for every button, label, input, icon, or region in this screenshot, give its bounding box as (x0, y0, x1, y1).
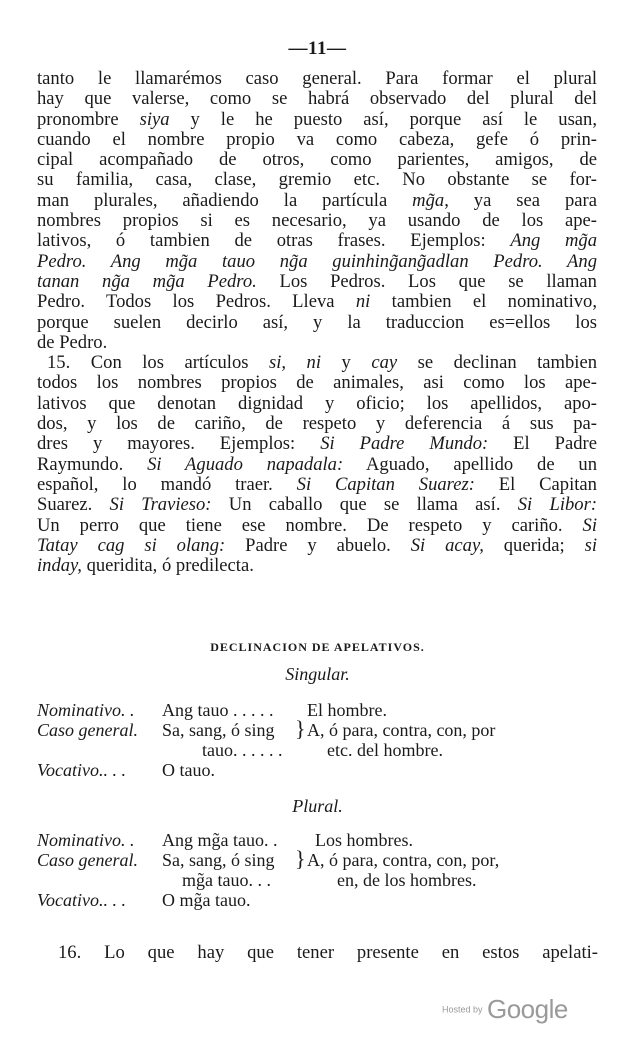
text-line: hay que valerse, como se habrá observado del plural del (37, 88, 597, 110)
singular-declension-table (37, 700, 607, 780)
singular-caso-general-row-cont (37, 740, 607, 760)
case-label: Caso general. (37, 720, 138, 740)
text-line: cipal acompañado de otros, como parientes, amigos, de (37, 149, 597, 171)
text-line: man plurales, añadiendo la partícula mg̃a, ya sea para (37, 189, 597, 211)
text-line: 15. Con los artículos si, ni y cay se declinan tambien (47, 352, 598, 374)
text-line: tanan ng̃a mg̃a Pedro. Los Pedros. Los que se llaman (37, 270, 597, 292)
plural-caso-general-row (37, 846, 607, 871)
text-line: Un perro que tiene ese nombre. De respeto y cariño. Si (37, 514, 597, 536)
text-line: todos los nombres propios de animales, asi como los ape- (37, 372, 597, 394)
case-label: Nominativo. . (37, 830, 135, 850)
hosted-by-google-watermark (442, 994, 568, 1025)
case-form: O mg̃a tauo. (162, 890, 251, 910)
plural-title: Plural. (292, 796, 343, 816)
watermark-prefix: Hosted by (442, 1004, 483, 1015)
singular-vocativo-row (37, 760, 607, 780)
singular-nominativo-row (37, 700, 607, 720)
section-heading: DECLINACION DE APELATIVOS. (210, 640, 425, 654)
case-meaning: etc. del hombre. (327, 740, 443, 760)
text-line: pronombre siya y le he puesto así, porque así le usan, (37, 108, 597, 130)
case-form: Ang mg̃a tauo. . (162, 830, 278, 850)
case-meaning: en, de los hombres. (337, 870, 477, 890)
text-line: Tatay cag si olang: Padre y abuelo. Si acay, querida; si (37, 534, 598, 556)
plural-declension-table (37, 830, 607, 910)
case-form: O tauo. (162, 760, 215, 780)
case-meaning: El hombre. (307, 700, 387, 720)
text-line: su familia, casa, clase, gremio etc. No obstante se for- (37, 169, 597, 191)
text-line: inday, queridita, ó predilecta. (37, 555, 254, 577)
case-label: Vocativo.. . . (37, 890, 126, 910)
case-label: Nominativo. . (37, 700, 135, 720)
case-form: Sa, sang, ó sing (162, 720, 275, 740)
case-meaning: A, ó para, contra, con, por (307, 720, 496, 740)
body-text (37, 69, 597, 576)
brace-glyph: } (295, 846, 306, 871)
text-line: tanto le llamarémos caso general. Para formar el plural (37, 68, 597, 89)
case-meaning: A, ó para, contra, con, por, (307, 850, 500, 870)
case-meaning: Los hombres. (315, 830, 413, 850)
case-label: Vocativo.. . . (37, 760, 126, 780)
text-line: Pedro. Ang mg̃a tauo ng̃a guinhing̃ang̃adlan Pedro. Ang (37, 250, 597, 272)
singular-caso-general-row (37, 716, 607, 741)
text-line: nombres propios si es necesario, ya usando de los ape- (37, 210, 597, 232)
case-form: tauo. . . . . . (202, 740, 283, 760)
case-form: Sa, sang, ó sing (162, 850, 275, 870)
case-label: Caso general. (37, 850, 138, 870)
text-line: lativos, ó tambien de otras frases. Ejemplos: Ang mg̃a (37, 230, 598, 252)
plural-caso-general-row-cont (37, 870, 607, 890)
singular-title: Singular. (285, 664, 350, 684)
text-line: Suarez. Si Travieso: Un caballo que se llama así. Si Libor: (37, 494, 598, 516)
text-line: cuando el nombre propio va como cabeza, gefe ó prin- (37, 128, 597, 150)
google-logo: Google (486, 994, 568, 1024)
case-form: Ang tauo . . . . . (162, 700, 274, 720)
brace-glyph: } (295, 716, 306, 741)
text-line: de Pedro. (37, 331, 108, 353)
text-line: porque suelen decirlo así, y la traduccion es=ellos los (37, 311, 597, 333)
paragraph-1 (37, 69, 597, 353)
paragraph-15 (37, 353, 597, 576)
plural-vocativo-row (37, 890, 607, 910)
plural-nominativo-row (37, 830, 607, 850)
text-line: español, lo mandó traer. Si Capitan Suarez: El Capitan (37, 473, 597, 495)
paragraph-16-start: 16. Lo que hay que tener presente en estos apelati- (58, 942, 598, 963)
case-form: mg̃a tauo. . . (182, 870, 271, 890)
text-line: dos, y los de cariño, de respeto y deferencia á sus pa- (37, 413, 597, 435)
text-line: Pedro. Todos los Pedros. Lleva ni tambien el nominativo, (37, 291, 597, 313)
text-line: dres y mayores. Ejemplos: Si Padre Mundo: El Padre (37, 433, 597, 455)
text-line: Raymundo. Si Aguado napadala: Aguado, apellido de un (37, 453, 598, 475)
text-line: lativos que denotan dignidad y oficio; los apellidos, apo- (37, 392, 597, 414)
page-number: —11— (288, 38, 347, 59)
